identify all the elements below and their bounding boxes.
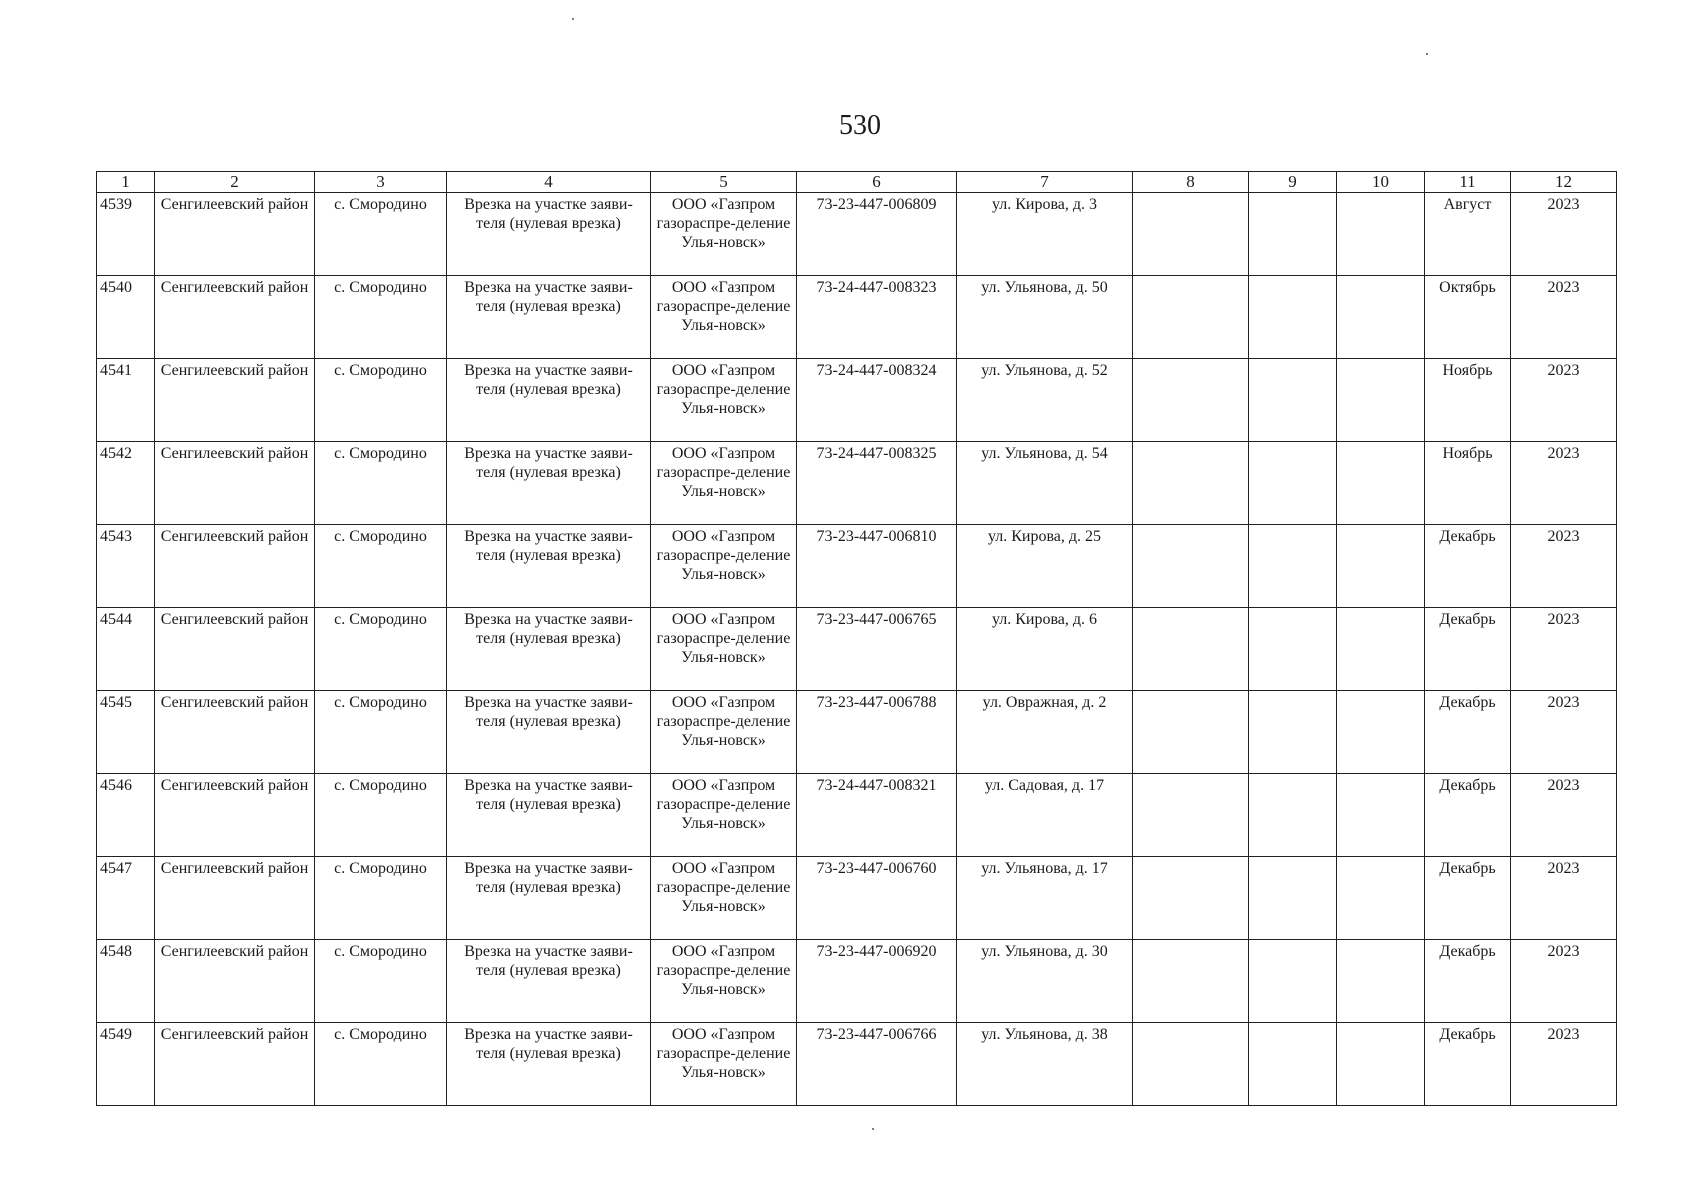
cell-work-type: Врезка на участке заяви-теля (нулевая врезка)	[447, 193, 651, 276]
cell-year: 2023	[1511, 774, 1617, 857]
cell-work-type: Врезка на участке заяви-теля (нулевая врезка)	[447, 940, 651, 1023]
cell-col-8	[1133, 359, 1249, 442]
cell-number: 4539	[97, 193, 155, 276]
cell-address: ул. Овражная, д. 2	[957, 691, 1133, 774]
cell-code: 73-23-447-006920	[797, 940, 957, 1023]
cell-col-9	[1249, 276, 1337, 359]
cell-district: Сенгилеевский район	[155, 525, 315, 608]
cell-col-9	[1249, 193, 1337, 276]
cell-address: ул. Кирова, д. 6	[957, 608, 1133, 691]
cell-col-8	[1133, 940, 1249, 1023]
cell-year: 2023	[1511, 608, 1617, 691]
column-header: 6	[797, 172, 957, 193]
cell-year: 2023	[1511, 193, 1617, 276]
cell-work-type: Врезка на участке заяви-теля (нулевая врезка)	[447, 1023, 651, 1106]
column-header: 12	[1511, 172, 1617, 193]
table-row	[97, 940, 1617, 1023]
cell-code: 73-23-447-006810	[797, 525, 957, 608]
column-header: 7	[957, 172, 1133, 193]
column-header: 8	[1133, 172, 1249, 193]
cell-organization: ООО «Газпром газораспре-деление Улья-новск»	[651, 1023, 797, 1106]
cell-col-10	[1337, 193, 1425, 276]
cell-locality: с. Смородино	[315, 1023, 447, 1106]
cell-col-10	[1337, 691, 1425, 774]
cell-number: 4548	[97, 940, 155, 1023]
cell-code: 73-23-447-006765	[797, 608, 957, 691]
cell-organization: ООО «Газпром газораспре-деление Улья-новск»	[651, 442, 797, 525]
cell-organization: ООО «Газпром газораспре-деление Улья-новск»	[651, 359, 797, 442]
cell-year: 2023	[1511, 691, 1617, 774]
cell-organization: ООО «Газпром газораспре-деление Улья-новск»	[651, 193, 797, 276]
cell-col-10	[1337, 608, 1425, 691]
cell-organization: ООО «Газпром газораспре-деление Улья-новск»	[651, 940, 797, 1023]
cell-locality: с. Смородино	[315, 857, 447, 940]
cell-col-9	[1249, 1023, 1337, 1106]
cell-address: ул. Кирова, д. 3	[957, 193, 1133, 276]
cell-work-type: Врезка на участке заяви-теля (нулевая врезка)	[447, 442, 651, 525]
cell-number: 4546	[97, 774, 155, 857]
cell-month: Октябрь	[1425, 276, 1511, 359]
cell-work-type: Врезка на участке заяви-теля (нулевая врезка)	[447, 276, 651, 359]
cell-year: 2023	[1511, 442, 1617, 525]
cell-district: Сенгилеевский район	[155, 276, 315, 359]
cell-locality: с. Смородино	[315, 276, 447, 359]
cell-col-10	[1337, 525, 1425, 608]
cell-number: 4549	[97, 1023, 155, 1106]
cell-col-10	[1337, 940, 1425, 1023]
column-header: 4	[447, 172, 651, 193]
cell-number: 4545	[97, 691, 155, 774]
column-header: 10	[1337, 172, 1425, 193]
cell-code: 73-23-447-006760	[797, 857, 957, 940]
cell-district: Сенгилеевский район	[155, 857, 315, 940]
cell-locality: с. Смородино	[315, 359, 447, 442]
cell-col-10	[1337, 359, 1425, 442]
cell-col-8	[1133, 525, 1249, 608]
cell-col-10	[1337, 774, 1425, 857]
cell-district: Сенгилеевский район	[155, 691, 315, 774]
cell-number: 4543	[97, 525, 155, 608]
cell-address: ул. Ульянова, д. 38	[957, 1023, 1133, 1106]
cell-work-type: Врезка на участке заяви-теля (нулевая врезка)	[447, 608, 651, 691]
cell-year: 2023	[1511, 525, 1617, 608]
column-header: 2	[155, 172, 315, 193]
cell-organization: ООО «Газпром газораспре-деление Улья-новск»	[651, 525, 797, 608]
cell-address: ул. Ульянова, д. 30	[957, 940, 1133, 1023]
cell-address: ул. Ульянова, д. 54	[957, 442, 1133, 525]
cell-col-10	[1337, 1023, 1425, 1106]
cell-year: 2023	[1511, 276, 1617, 359]
cell-code: 73-23-447-006788	[797, 691, 957, 774]
table-row	[97, 691, 1617, 774]
cell-work-type: Врезка на участке заяви-теля (нулевая врезка)	[447, 691, 651, 774]
cell-organization: ООО «Газпром газораспре-деление Улья-новск»	[651, 774, 797, 857]
scan-speck	[1426, 53, 1428, 55]
cell-district: Сенгилеевский район	[155, 774, 315, 857]
page-number: 530	[839, 110, 881, 141]
cell-month: Декабрь	[1425, 691, 1511, 774]
cell-month: Август	[1425, 193, 1511, 276]
cell-month: Декабрь	[1425, 525, 1511, 608]
cell-month: Декабрь	[1425, 774, 1511, 857]
cell-col-9	[1249, 691, 1337, 774]
cell-district: Сенгилеевский район	[155, 940, 315, 1023]
cell-month: Декабрь	[1425, 857, 1511, 940]
table-row	[97, 359, 1617, 442]
cell-code: 73-24-447-008324	[797, 359, 957, 442]
table-row	[97, 857, 1617, 940]
cell-col-9	[1249, 442, 1337, 525]
cell-locality: с. Смородино	[315, 193, 447, 276]
cell-number: 4541	[97, 359, 155, 442]
cell-month: Ноябрь	[1425, 359, 1511, 442]
header-row	[97, 172, 1617, 193]
cell-col-8	[1133, 774, 1249, 857]
cell-col-10	[1337, 442, 1425, 525]
cell-year: 2023	[1511, 940, 1617, 1023]
cell-col-8	[1133, 691, 1249, 774]
cell-col-8	[1133, 193, 1249, 276]
cell-number: 4547	[97, 857, 155, 940]
column-header: 1	[97, 172, 155, 193]
table-row	[97, 276, 1617, 359]
cell-col-8	[1133, 276, 1249, 359]
cell-district: Сенгилеевский район	[155, 1023, 315, 1106]
cell-address: ул. Кирова, д. 25	[957, 525, 1133, 608]
cell-year: 2023	[1511, 1023, 1617, 1106]
cell-number: 4542	[97, 442, 155, 525]
cell-address: ул. Ульянова, д. 17	[957, 857, 1133, 940]
cell-col-9	[1249, 774, 1337, 857]
cell-organization: ООО «Газпром газораспре-деление Улья-новск»	[651, 276, 797, 359]
cell-district: Сенгилеевский район	[155, 193, 315, 276]
column-header: 5	[651, 172, 797, 193]
cell-number: 4544	[97, 608, 155, 691]
cell-work-type: Врезка на участке заяви-теля (нулевая врезка)	[447, 774, 651, 857]
cell-code: 73-23-447-006809	[797, 193, 957, 276]
cell-locality: с. Смородино	[315, 691, 447, 774]
table-row	[97, 1023, 1617, 1106]
cell-code: 73-24-447-008325	[797, 442, 957, 525]
cell-col-9	[1249, 608, 1337, 691]
cell-district: Сенгилеевский район	[155, 442, 315, 525]
table-row	[97, 193, 1617, 276]
cell-work-type: Врезка на участке заяви-теля (нулевая врезка)	[447, 525, 651, 608]
cell-work-type: Врезка на участке заяви-теля (нулевая врезка)	[447, 359, 651, 442]
cell-col-8	[1133, 857, 1249, 940]
cell-address: ул. Ульянова, д. 50	[957, 276, 1133, 359]
cell-locality: с. Смородино	[315, 608, 447, 691]
cell-organization: ООО «Газпром газораспре-деление Улья-новск»	[651, 691, 797, 774]
cell-district: Сенгилеевский район	[155, 608, 315, 691]
table-row	[97, 608, 1617, 691]
cell-code: 73-24-447-008321	[797, 774, 957, 857]
cell-district: Сенгилеевский район	[155, 359, 315, 442]
cell-code: 73-24-447-008323	[797, 276, 957, 359]
cell-address: ул. Садовая, д. 17	[957, 774, 1133, 857]
cell-month: Декабрь	[1425, 940, 1511, 1023]
cell-col-9	[1249, 525, 1337, 608]
cell-col-8	[1133, 442, 1249, 525]
table-row	[97, 442, 1617, 525]
cell-locality: с. Смородино	[315, 442, 447, 525]
cell-locality: с. Смородино	[315, 774, 447, 857]
cell-year: 2023	[1511, 359, 1617, 442]
cell-number: 4540	[97, 276, 155, 359]
cell-month: Ноябрь	[1425, 442, 1511, 525]
cell-work-type: Врезка на участке заяви-теля (нулевая врезка)	[447, 857, 651, 940]
cell-col-8	[1133, 1023, 1249, 1106]
cell-organization: ООО «Газпром газораспре-деление Улья-новск»	[651, 608, 797, 691]
cell-address: ул. Ульянова, д. 52	[957, 359, 1133, 442]
cell-locality: с. Смородино	[315, 940, 447, 1023]
cell-col-9	[1249, 940, 1337, 1023]
cell-locality: с. Смородино	[315, 525, 447, 608]
cell-year: 2023	[1511, 857, 1617, 940]
scan-speck	[572, 18, 574, 20]
cell-col-8	[1133, 608, 1249, 691]
cell-col-9	[1249, 857, 1337, 940]
column-header: 9	[1249, 172, 1337, 193]
cell-col-10	[1337, 857, 1425, 940]
cell-organization: ООО «Газпром газораспре-деление Улья-новск»	[651, 857, 797, 940]
cell-code: 73-23-447-006766	[797, 1023, 957, 1106]
table-row	[97, 774, 1617, 857]
column-header: 3	[315, 172, 447, 193]
table-row	[97, 525, 1617, 608]
cell-month: Декабрь	[1425, 608, 1511, 691]
scan-speck	[872, 1128, 874, 1130]
cell-month: Декабрь	[1425, 1023, 1511, 1106]
cell-col-10	[1337, 276, 1425, 359]
registry-table	[96, 171, 1617, 1106]
cell-col-9	[1249, 359, 1337, 442]
column-header: 11	[1425, 172, 1511, 193]
